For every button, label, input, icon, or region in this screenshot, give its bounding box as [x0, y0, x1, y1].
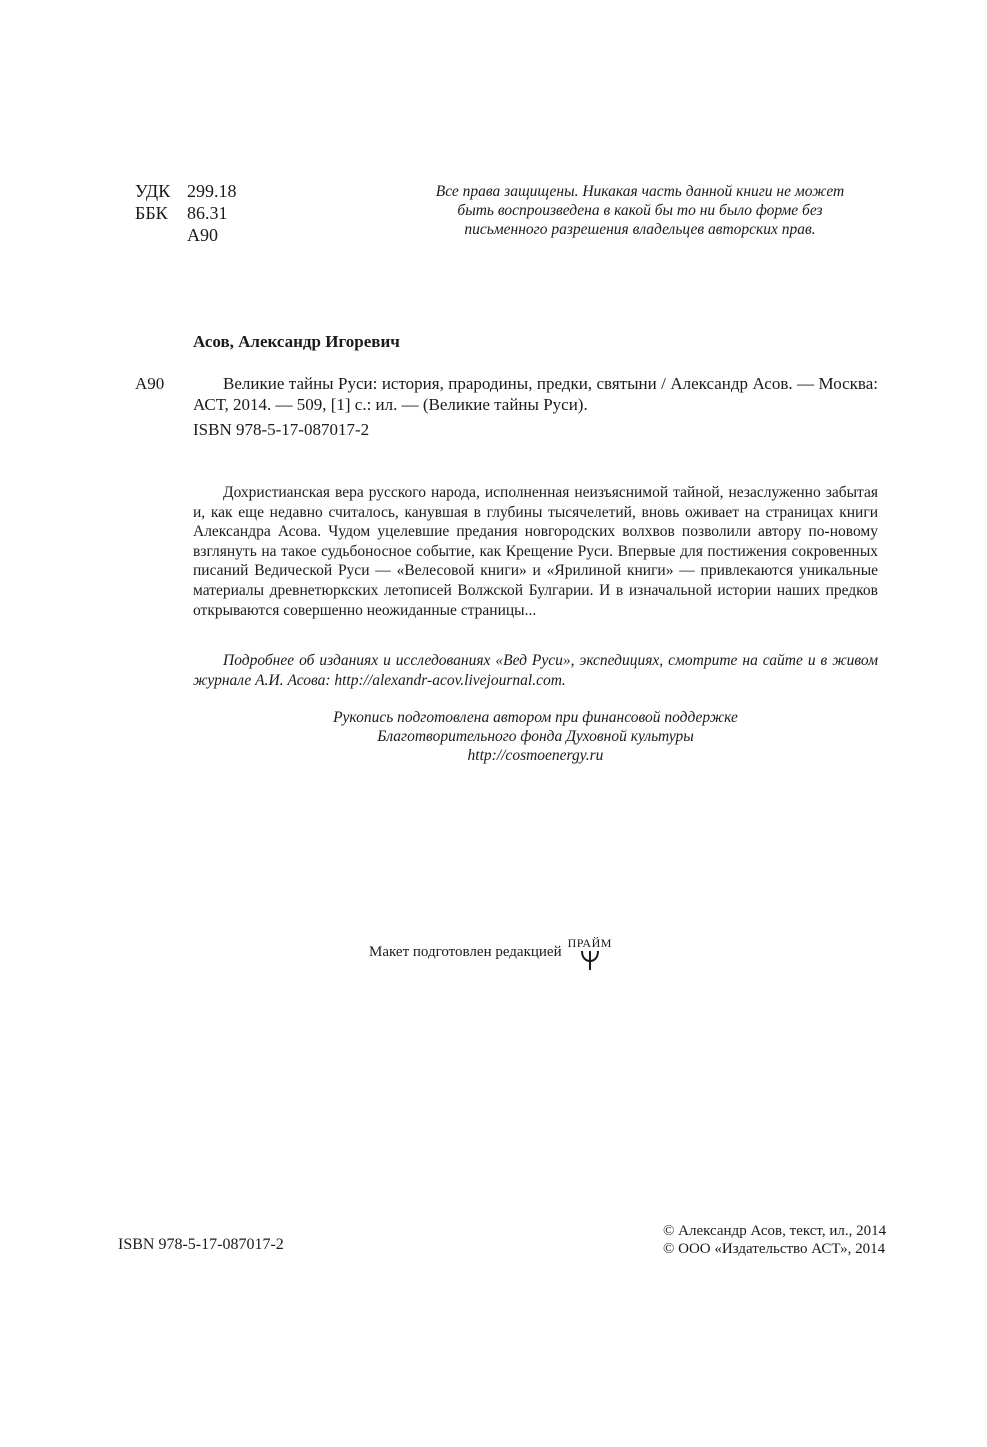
bibliographic-description: Великие тайны Руси: история, прародины, предки, святыни / Александр Асов. — Москва: АСТ, 2014. — 509, [1] с.: ил. — (Великие тайны Руси).	[193, 374, 878, 414]
copyright-block	[663, 1222, 886, 1258]
copyright-author: © Александр Асов, текст, ил., 2014	[663, 1223, 887, 1239]
author-sign: А90	[187, 225, 218, 245]
author-heading: Асов, Александр Игоревич	[193, 332, 400, 351]
udk-row	[135, 180, 237, 202]
entry-code: А90	[135, 374, 165, 393]
isbn-footer: ISBN 978-5-17-087017-2	[118, 1236, 284, 1253]
classification-codes	[135, 180, 237, 246]
udk-value: 299.18	[187, 181, 237, 201]
support-line-2: Благотворительного фонда Духовной культуры	[377, 728, 694, 745]
trident-icon	[579, 949, 601, 971]
isbn-main: ISBN 978-5-17-087017-2	[193, 420, 370, 439]
copyright-publisher: © ООО «Издательство АСТ», 2014	[663, 1241, 886, 1257]
bbk-value: 86.31	[187, 203, 228, 223]
publisher-logo	[568, 937, 612, 971]
udk-label: УДК	[135, 181, 171, 201]
support-url: http://cosmoenergy.ru	[467, 747, 604, 764]
support-note	[193, 708, 878, 765]
bbk-row	[135, 202, 237, 224]
layout-credit-text: Макет подготовлен редакцией	[369, 944, 562, 960]
author-sign-row	[135, 224, 237, 246]
layout-credit	[369, 937, 612, 963]
logo-word: ПРАЙМ	[567, 936, 612, 950]
rights-notice: Все права защищены. Никакая часть данной книги не может быть воспроизведена в какой бы то ни было форме без письменного разрешения владельцев авторских прав.	[435, 183, 845, 238]
more-info: Подробнее об изданиях и исследованиях «Вед Руси», экспедициях, смотрите на сайте и в живом журнале А.И. Асова: http://alexandr-acov.livejournal.com.	[193, 652, 878, 689]
annotation: Дохристианская вера русского народа, исполненная неизъяснимой тайной, незаслуженно забытая и, как еще недавно считалось, канувшая в глубины тысячелетий, вновь оживает на страницах книги Александра Асова. Чудом уцелевшие предания новгородских волхвов позволили автору по-новому взглянуть на такое судьбоносное событие, как Крещение Руси. Впервые для постижения сокровенных писаний Ведической Руси — «Велесовой книги» и «Ярилиной книги» — привлекаются уникальные материалы древнетюркских летописей Волжской Булгарии. И в изначальной истории наших предков открываются совершенно неожиданные страницы...	[193, 484, 878, 619]
bbk-label: ББК	[135, 203, 168, 223]
support-line-1: Рукопись подготовлена автором при финансовой поддержке	[333, 709, 738, 726]
